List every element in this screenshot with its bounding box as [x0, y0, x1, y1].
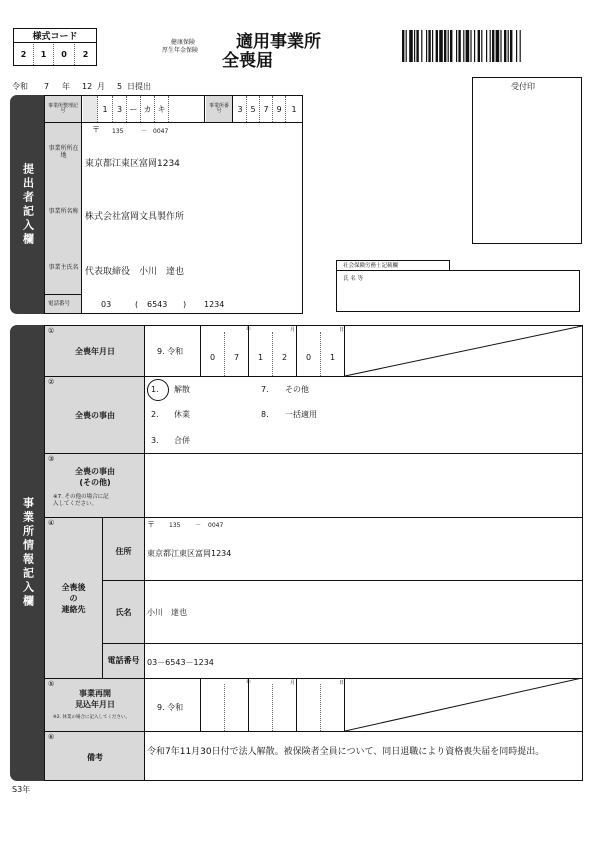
- row5-label-2: 見込年月日: [75, 700, 115, 709]
- office-code-cell: ー: [127, 96, 141, 122]
- submission-month: 12: [82, 82, 93, 91]
- office-code-cell: キ: [155, 96, 169, 122]
- row1-digit: 1: [257, 352, 264, 362]
- submitter-section-label: 提出者記入欄: [10, 95, 45, 314]
- row2-opt3-no[interactable]: 3.: [151, 436, 159, 445]
- row4-phone: 03－6543－1234: [147, 658, 214, 667]
- row4-postal-dash: －: [195, 522, 202, 529]
- form-code-digit: 0: [54, 44, 75, 65]
- row1-digit: 2: [281, 352, 288, 362]
- submitter-table: [44, 95, 303, 314]
- row3-label-2: (その他): [79, 478, 111, 487]
- row3-number: ③: [48, 455, 55, 463]
- row1-digit: 0: [209, 352, 216, 362]
- row2-number: ②: [48, 378, 55, 386]
- form-code-digit: 2: [82, 50, 89, 59]
- row1-digit: 0: [305, 352, 312, 362]
- receipt-stamp-label: 受付印: [511, 82, 535, 91]
- row5-day-unit: 日: [339, 680, 345, 686]
- office-no-cell: 1: [291, 104, 297, 114]
- row4-address: 東京都江東区富岡1234: [147, 549, 232, 558]
- submitter-address: 東京都江東区富岡1234: [85, 159, 180, 169]
- submission-year: 7: [44, 82, 50, 91]
- row1-strike-line: [345, 326, 582, 376]
- insurance-type-2: 厚生年金保険: [162, 47, 199, 54]
- row2-opt8-no[interactable]: 8.: [261, 410, 269, 419]
- row5-year-unit: 年: [246, 680, 252, 686]
- submission-suffix: 日提出: [127, 82, 151, 91]
- sharoushi-box: [336, 270, 580, 312]
- office-no-cell: 3: [234, 96, 247, 122]
- row5-month-unit: 月: [290, 680, 296, 686]
- office-no-cell: 9: [273, 96, 286, 122]
- office-code-cell: カ: [141, 96, 155, 122]
- row2-opt3[interactable]: 合併: [174, 436, 190, 445]
- row3-label-1: 全喪の事由: [75, 467, 115, 476]
- form-code-digit: 2: [14, 44, 34, 65]
- row5-era: 9. 令和: [157, 703, 184, 712]
- receipt-stamp-box: [472, 77, 582, 244]
- row4-phone-label: 電話番号: [107, 656, 140, 665]
- row2-opt2[interactable]: 休業: [174, 410, 190, 419]
- sharoushi-title: 社会保険労務士記載欄: [343, 263, 399, 269]
- postal-dash: －: [141, 128, 148, 135]
- row2-opt8[interactable]: 一括適用: [285, 410, 317, 419]
- phone-part-3: 1234: [204, 300, 225, 309]
- row4-postal-1: 135: [169, 522, 181, 529]
- row6-remarks: 令和7年11月30日付で法人解散。被保険者全員について、同日退職により資格喪失届を同時提出。: [147, 747, 545, 757]
- row1-digit: 1: [329, 352, 336, 362]
- office-no-cell: 7: [260, 96, 273, 122]
- postal-code-2: 0047: [153, 128, 169, 135]
- office-code-cell: [169, 96, 205, 122]
- owner-label: 事業主氏名: [48, 264, 79, 271]
- row2-label: 全喪の事由: [75, 411, 115, 420]
- info-section-label: 事業所情報記入欄: [10, 325, 45, 781]
- phone-part-1: 03: [101, 300, 112, 309]
- row2-opt7[interactable]: その他: [285, 385, 309, 394]
- row3-note-1: ※7. その他の場合に記: [53, 494, 109, 500]
- insurance-type-1: 健康保険: [171, 39, 196, 46]
- row1-digit: 7: [233, 352, 240, 362]
- row3-note-2: 入してください。: [53, 501, 98, 507]
- row1-era: 9. 令和: [157, 347, 184, 356]
- title-line-2: 全喪届: [222, 51, 273, 71]
- postal-code-1: 135: [112, 128, 124, 135]
- row4-postal-2: 0047: [208, 522, 224, 529]
- row5-label-1: 事業再開: [79, 689, 111, 698]
- row1-day-unit: 日: [339, 327, 345, 333]
- owner-name: 代表取締役 小川 達也: [85, 267, 185, 277]
- row2-opt2-no[interactable]: 2.: [151, 410, 159, 419]
- form-version: S3年: [12, 785, 31, 794]
- row4-label-1: 全喪後: [61, 583, 86, 592]
- row2-opt1[interactable]: 解散: [174, 385, 190, 394]
- row2-opt7-no[interactable]: 7.: [261, 385, 269, 394]
- submission-month-unit: 月: [97, 82, 105, 91]
- form-code-label: 様式コード: [14, 29, 96, 43]
- row4-address-label: 住所: [115, 547, 132, 556]
- row6-number: ⑥: [48, 733, 55, 741]
- name-label: 事業所名称: [48, 208, 79, 215]
- row5-number: ⑤: [48, 680, 55, 688]
- info-table: [44, 325, 583, 781]
- row1-label: 全喪年月日: [75, 347, 115, 356]
- submission-era: 令和: [12, 82, 28, 91]
- office-number-label: 事業所整理記号: [45, 96, 82, 122]
- submission-year-unit: 年: [62, 82, 70, 91]
- form-code-box: [13, 28, 97, 66]
- office-code-cell: 3: [113, 96, 127, 122]
- postal-mark: 〒: [92, 125, 100, 134]
- row4-number: ④: [48, 519, 55, 527]
- office-code-cell: 1: [98, 96, 113, 122]
- row4-label-3: 連絡先: [61, 605, 86, 614]
- row5-strike-line: [345, 678, 582, 731]
- row1-number: ①: [48, 327, 55, 335]
- row5-note: ※2. 休業の場合に記入してください。: [53, 715, 130, 720]
- phone-open-paren: (: [135, 300, 139, 309]
- submission-day: 5: [117, 82, 123, 91]
- office-no-cell: 5: [247, 96, 260, 122]
- form-code-digit: 1: [34, 44, 54, 65]
- company-name: 株式会社富岡文具製作所: [85, 212, 185, 222]
- row4-postal-mark: 〒: [147, 520, 155, 529]
- title-line-1: 適用事業所: [236, 32, 321, 52]
- row1-year-unit: 年: [246, 327, 252, 333]
- row4-label-2: の: [69, 594, 78, 603]
- row1-month-unit: 月: [290, 327, 296, 333]
- row4-name: 小川 達也: [147, 608, 187, 617]
- phone-part-2: 6543: [147, 300, 168, 309]
- office-code-cell: [83, 96, 98, 122]
- row2-opt1-no[interactable]: 1.: [151, 385, 159, 394]
- sharoushi-name-label: 氏 名 等: [343, 276, 363, 282]
- row6-label: 備考: [87, 753, 103, 762]
- barcode: [402, 30, 580, 62]
- office-no-label: 事業所番号: [206, 96, 233, 122]
- address-label: 事業所所在地: [48, 145, 79, 159]
- row4-name-label: 氏名: [115, 608, 132, 617]
- phone-close-paren: ): [183, 300, 187, 309]
- phone-label: 電話番号: [48, 301, 71, 307]
